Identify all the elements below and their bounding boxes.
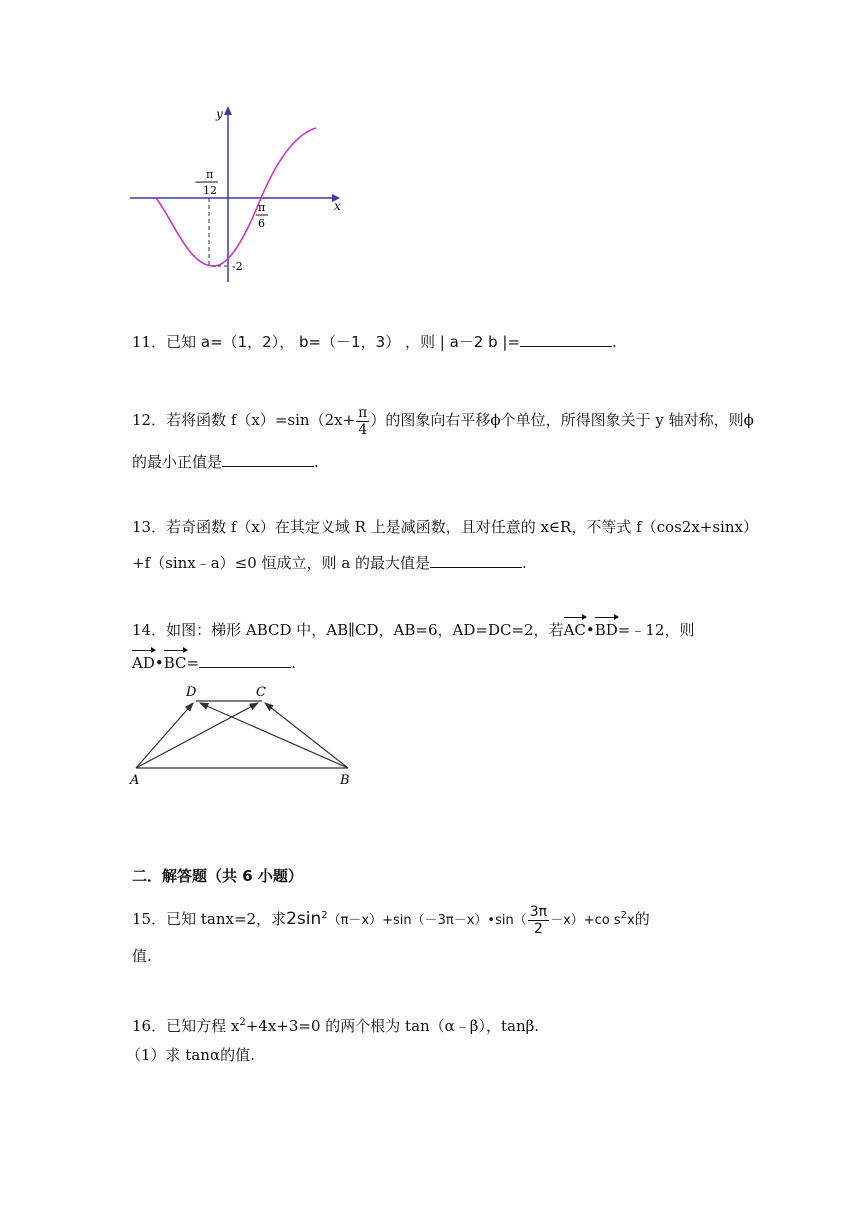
q11-answer-blank[interactable]: [520, 332, 612, 347]
q13-answer-blank[interactable]: [430, 553, 522, 568]
q12-answer-blank[interactable]: [222, 452, 314, 467]
q15-fraction: [528, 904, 549, 937]
vector-ad: AD: [132, 654, 155, 672]
question-15-line2: 值.: [132, 947, 152, 965]
q15-frac-num: 3π: [529, 903, 548, 920]
q13-line1: 13．若奇函数 f（x）在其定义域 R 上是减函数，且对任意的 x∈R，不等式 f（cos2x+sinx）: [132, 518, 758, 536]
q11-suffix: =: [507, 333, 521, 351]
q13-end: .: [522, 554, 527, 572]
q12-frac-den: 4: [358, 421, 368, 438]
q12-frac-num: π: [358, 404, 368, 421]
q15-sq1: 2: [321, 910, 328, 921]
question-13-line1: [132, 517, 758, 537]
q12-fraction: [356, 405, 369, 438]
y-axis-arrow: [224, 106, 232, 115]
vector-bc: BC: [163, 654, 187, 672]
q14-eq: =: [186, 654, 200, 672]
q13-line2: +f（sinx﹣a）≤0 恒成立，则 a 的最大值是: [132, 554, 431, 572]
question-14-line2: [132, 653, 296, 673]
pi-num: π: [258, 201, 266, 214]
vector-bd-arrow: [200, 703, 348, 768]
sine-graph: [128, 100, 348, 285]
neg-pi-den: 12: [203, 184, 217, 197]
q15-suffix: 的: [634, 910, 650, 928]
q14-dot2: •: [154, 654, 164, 672]
q12-line2: 的最小正值是: [132, 453, 223, 471]
question-14-line1: [132, 620, 694, 640]
q15-frac-den: 2: [533, 920, 543, 937]
question-13-line2: [132, 553, 527, 573]
question-16-sub1: （1）求 tanα的值.: [126, 1046, 255, 1064]
min-label: -2: [232, 260, 243, 273]
q14-end: .: [291, 654, 296, 672]
question-15-line1: [132, 898, 650, 939]
label-b: B: [340, 773, 350, 788]
vector-ac-arrow: [136, 703, 258, 768]
label-a: A: [130, 773, 140, 788]
q14-dot1: •: [585, 621, 595, 639]
q16-sup: 2: [239, 1017, 246, 1028]
q14-answer-blank[interactable]: [199, 653, 291, 668]
label-d: D: [186, 685, 197, 700]
q11-mid: ，则: [404, 333, 435, 351]
q16-line1a: 16．已知方程 x: [132, 1017, 240, 1035]
vector-bc-arrow: [265, 703, 348, 768]
q12-line1b: ）的图象向右平移ϕ个单位，所得图象关于 y 轴对称，则ϕ: [370, 411, 754, 429]
q14-line1a: 14．如图：梯形 ABCD 中，AB∥CD，AB=6，AD=DC=2，若: [132, 621, 564, 639]
y-label: y: [216, 107, 223, 121]
neg-sign: −: [194, 175, 205, 189]
vector-ad-arrow: [136, 703, 193, 768]
q11-period: .: [612, 333, 617, 351]
function-curve: [156, 128, 316, 266]
label-c: C: [256, 685, 266, 700]
q12-line1a: 12．若将函数 f（x）=sin（2x+: [132, 411, 356, 429]
q11-abs-expr: | a－2 b |: [439, 333, 508, 351]
trapezoid-diagram: [128, 682, 358, 790]
question-16-line1: [132, 1013, 539, 1036]
q15-expr-c: －x）+co s: [550, 913, 621, 928]
q15-expr-b: （π－x）+sin（－3π－x）•sin（: [327, 913, 527, 928]
q11-a-expr: a=（1，2），: [200, 333, 295, 351]
q15-expr-d: x: [627, 913, 635, 928]
neg-pi-num: π: [206, 168, 214, 181]
q16-line1b: +4x+3=0 的两个根为 tan（α﹣β），tanβ.: [245, 1017, 540, 1035]
question-12-line2: [132, 452, 319, 472]
q14-line1b: =﹣12，则: [617, 621, 695, 639]
section-2-heading: 二．解答题（共 6 小题）: [132, 867, 303, 885]
q11-b-expr: b=（－1，3）: [299, 333, 401, 351]
pi-den: 6: [258, 217, 265, 230]
x-label: x: [334, 199, 341, 213]
question-12-line1: [132, 402, 754, 438]
q15-sq2: 2: [620, 910, 628, 921]
q12-end: .: [314, 453, 319, 471]
vector-bd: BD: [594, 621, 618, 639]
q15-expr-a: 2sin: [286, 909, 322, 929]
question-11: [132, 332, 617, 352]
q15-prefix: 15．已知 tanx=2，求: [132, 910, 287, 928]
q11-prefix: 11．已知: [132, 333, 197, 351]
vector-ac: AC: [563, 621, 586, 639]
